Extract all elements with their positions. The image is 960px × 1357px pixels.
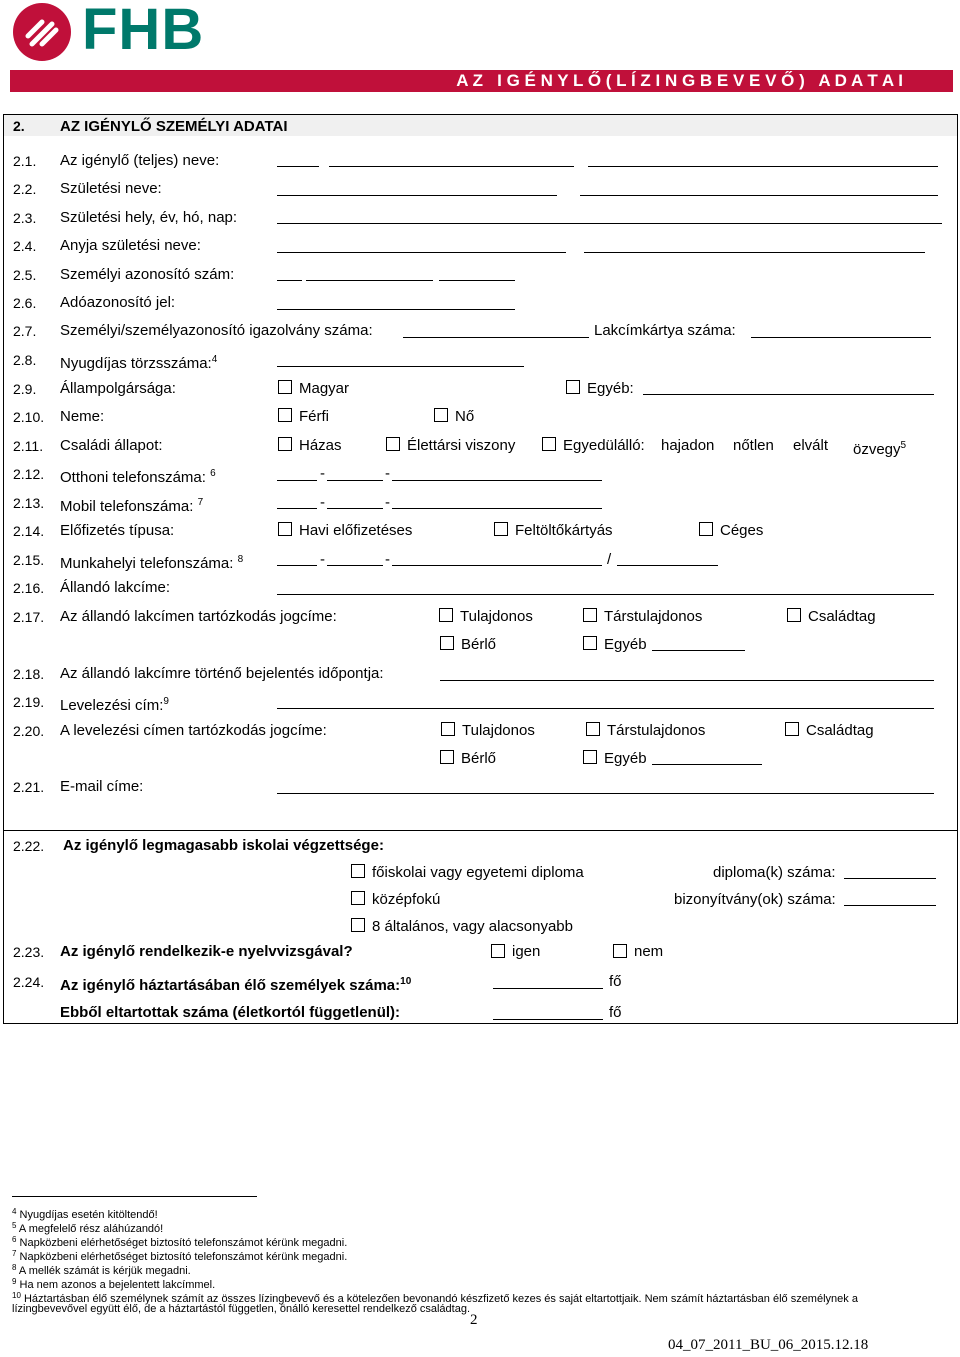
home-phone-prefix-field[interactable] — [277, 480, 317, 481]
first-name-field[interactable] — [588, 166, 938, 167]
citizenship-other-label: Egyéb: — [587, 380, 634, 397]
footnote-ref: 7 — [197, 497, 204, 508]
mailing-tenant-label: Bérlő — [461, 750, 497, 767]
diploma-number-field[interactable] — [844, 878, 936, 879]
slash: / — [607, 551, 612, 568]
row-num: 2.14. — [13, 523, 45, 539]
footnote-num: 5 — [12, 1221, 17, 1230]
marital-partner-checkbox[interactable] — [386, 437, 400, 451]
row-num: 2.3. — [13, 210, 37, 226]
citizenship-other-field[interactable] — [643, 394, 934, 395]
row-num: 2.4. — [13, 238, 37, 254]
fhb-logo-mark-icon — [12, 2, 72, 62]
row-num: 2.8. — [13, 352, 37, 368]
document-code: 04_07_2011_BU_06_2015.12.18 — [668, 1337, 869, 1353]
row-num: 2.7. — [13, 323, 37, 339]
birth-place-date-field[interactable] — [277, 223, 942, 224]
gender-male-label: Férfi — [299, 408, 329, 425]
fhb-logo — [12, 2, 242, 62]
diploma-number-label: diploma(k) száma: — [713, 864, 836, 881]
footnote-ref: 10 — [400, 976, 412, 987]
mother-last-name-field[interactable] — [277, 252, 566, 253]
education-primary-checkbox[interactable] — [351, 918, 365, 932]
dash: - — [385, 494, 390, 511]
footnote-text: A mellék számát is kérjük megadni. — [18, 1265, 191, 1277]
mailing-family-checkbox[interactable] — [785, 722, 799, 736]
subscription-prepaid-label: Feltöltőkártyás — [515, 522, 613, 539]
id-card-label: Személyi/személyazonosító igazolvány száma: — [60, 322, 373, 339]
footnote-num: 7 — [12, 1249, 17, 1258]
residence-owner-checkbox[interactable] — [439, 608, 453, 622]
row-num: 2.18. — [13, 666, 45, 682]
work-phone-area-field[interactable] — [327, 565, 383, 566]
residence-coowner-label: Társtulajdonos — [604, 608, 703, 625]
subscription-monthly-checkbox[interactable] — [278, 522, 292, 536]
household-size-label-text: Az igénylő háztartásában élő személyek száma: — [60, 977, 401, 994]
subscription-prepaid-checkbox[interactable] — [494, 522, 508, 536]
marital-married-checkbox[interactable] — [278, 437, 292, 451]
marital-partner-label: Élettársi viszony — [407, 437, 516, 454]
marital-status-label: Családi állapot: — [60, 437, 163, 454]
row-num: 2.5. — [13, 267, 37, 283]
row-num: 2.15. — [13, 552, 45, 568]
mailing-tenant-checkbox[interactable] — [440, 750, 454, 764]
home-phone-label-text: Otthoni telefonszáma: — [60, 469, 206, 486]
language-exam-yes-label: igen — [512, 943, 541, 960]
pension-id-field[interactable] — [277, 366, 524, 367]
work-phone-label-text: Munkahelyi telefonszáma: — [60, 555, 234, 572]
id-card-field[interactable] — [403, 337, 589, 338]
row-num: 2.2. — [13, 181, 37, 197]
row-num: 2.13. — [13, 495, 45, 511]
registration-date-label: Az állandó lakcímre történő bejelentés időpontja: — [60, 665, 384, 682]
certificate-number-label: bizonyítvány(ok) száma: — [674, 891, 836, 908]
education-primary-label: 8 általános, vagy alacsonyabb — [372, 918, 573, 935]
residence-family-checkbox[interactable] — [787, 608, 801, 622]
footnote-10-cont: lízingbevevővel együtt élő, de a háztartástól független, önálló keresettel rendelkező családtag. — [12, 1303, 471, 1315]
birth-last-name-field[interactable] — [277, 195, 557, 196]
personal-id-field-2[interactable] — [306, 280, 433, 281]
page-number: 2 — [470, 1312, 478, 1328]
home-phone-label — [60, 465, 216, 487]
mother-first-name-field[interactable] — [584, 252, 925, 253]
footnote-num: 8 — [12, 1263, 17, 1272]
citizenship-hungarian-checkbox[interactable] — [278, 380, 292, 394]
dependents-unit: fő — [609, 1004, 622, 1021]
work-phone-prefix-field[interactable] — [277, 565, 317, 566]
row-num: 2.9. — [13, 381, 37, 397]
work-phone-number-field[interactable] — [392, 565, 602, 566]
home-phone-number-field[interactable] — [392, 480, 602, 481]
mailing-coowner-checkbox[interactable] — [586, 722, 600, 736]
mailing-other-field[interactable] — [652, 764, 762, 765]
household-size-unit: fő — [609, 973, 622, 990]
mailing-other-label: Egyéb — [604, 750, 647, 767]
row-num: 2.22. — [13, 838, 45, 854]
full-name-label: Az igénylő (teljes) neve: — [60, 152, 220, 169]
logo-text: FHB — [82, 0, 205, 62]
language-exam-label: Az igénylő rendelkezik-e nyelvvizsgával? — [60, 943, 353, 960]
subscription-type-label: Előfizetés típusa: — [60, 522, 175, 539]
education-degree-checkbox[interactable] — [351, 864, 365, 878]
education-label: Az igénylő legmagasabb iskolai végzettsége: — [63, 837, 384, 854]
row-num: 2.16. — [13, 580, 45, 596]
gender-male-checkbox[interactable] — [278, 408, 292, 422]
mailing-title-label: A levelezési címen tartózkodás jogcíme: — [60, 722, 327, 739]
birth-first-name-field[interactable] — [580, 195, 938, 196]
header-title: A Z I G É N Y L Ő ( L Í Z I N G B E V E V Ő ) A D A T A I — [456, 71, 903, 90]
footnote-ref: 5 — [900, 440, 907, 451]
footnote-text: Nyugdíjas esetén kitöltendő! — [19, 1209, 158, 1221]
personal-id-field-1[interactable] — [277, 280, 302, 281]
residence-coowner-checkbox[interactable] — [583, 608, 597, 622]
subscription-company-label: Céges — [720, 522, 764, 539]
residence-tenant-checkbox[interactable] — [440, 636, 454, 650]
row-num: 2.11. — [13, 438, 44, 454]
footnote-text: Háztartásban élő személynek számít az összes lízingbevevő és a kötelezően bevonandó készfizető kezes és saját eltartottjaik. Nem számít háztartásban élő személynek a — [23, 1293, 858, 1305]
household-size-field[interactable] — [493, 988, 603, 989]
footnote-text: Napközbeni elérhetőséget biztosító telefonszámot kérünk megadni. — [19, 1237, 348, 1249]
marital-widowed-text: özvegy — [853, 441, 901, 458]
citizenship-hungarian-label: Magyar — [299, 380, 350, 397]
dash: - — [320, 551, 325, 568]
mailing-address-label-text: Levelezési cím: — [60, 697, 164, 714]
address-card-field[interactable] — [751, 337, 931, 338]
gender-female-checkbox[interactable] — [434, 408, 448, 422]
subscription-monthly-label: Havi előfizetéses — [299, 522, 413, 539]
gender-label: Neme: — [60, 408, 105, 425]
mother-name-label: Anyja születési neve: — [60, 237, 201, 254]
registration-date-field[interactable] — [440, 680, 934, 681]
mailing-address-field[interactable] — [277, 708, 934, 709]
mailing-owner-label: Tulajdonos — [462, 722, 535, 739]
footnote-num: 10 — [12, 1291, 21, 1300]
residence-other-field[interactable] — [652, 650, 745, 651]
footnote-num: 6 — [12, 1235, 17, 1244]
marital-widowed[interactable] — [853, 437, 906, 459]
citizenship-label: Állampolgársága: — [60, 380, 176, 397]
tax-id-field[interactable] — [277, 309, 515, 310]
mailing-family-label: Családtag — [806, 722, 874, 739]
birth-place-date-label: Születési hely, év, hó, nap: — [60, 209, 238, 226]
home-phone-area-field[interactable] — [327, 480, 383, 481]
marital-single-checkbox[interactable] — [542, 437, 556, 451]
dash: - — [320, 494, 325, 511]
row-num: 2.20. — [13, 723, 45, 739]
mobile-phone-label-text: Mobil telefonszáma: — [60, 498, 194, 515]
dependents-label: Ebből eltartottak száma (életkortól függetlenül): — [60, 1004, 401, 1021]
household-size-label — [60, 973, 411, 995]
footnote-num: 4 — [12, 1207, 17, 1216]
mailing-coowner-label: Társtulajdonos — [607, 722, 706, 739]
last-name-field[interactable] — [329, 166, 574, 167]
address-card-label: Lakcímkártya száma: — [594, 322, 736, 339]
footnote-text: Ha nem azonos a bejelentett lakcímmel. — [19, 1279, 216, 1291]
pension-id-label-text: Nyugdíjas törzsszáma: — [60, 355, 212, 372]
tax-id-label: Adóazonosító jel: — [60, 294, 176, 311]
dependents-field[interactable] — [493, 1019, 603, 1020]
permanent-address-label: Állandó lakcíme: — [60, 579, 171, 596]
dash: - — [385, 551, 390, 568]
footnote-text: A megfelelő rész aláhúzandó! — [18, 1223, 164, 1235]
footnote-ref: 4 — [211, 354, 218, 365]
marital-unmarried-man[interactable]: nőtlen — [733, 437, 774, 454]
residence-title-label: Az állandó lakcímen tartózkodás jogcíme: — [60, 608, 337, 625]
title-field[interactable] — [277, 166, 319, 167]
education-secondary-label: középfokú — [372, 891, 441, 908]
language-exam-no-checkbox[interactable] — [613, 944, 627, 958]
language-exam-yes-checkbox[interactable] — [491, 944, 505, 958]
residence-owner-label: Tulajdonos — [460, 608, 533, 625]
row-num: 2.24. — [13, 974, 45, 990]
citizenship-other-checkbox[interactable] — [566, 380, 580, 394]
footnote-text: Napközbeni elérhetőséget biztosító telefonszámot kérünk megadni. — [19, 1251, 348, 1263]
pension-id-label — [60, 351, 217, 373]
gender-female-label: Nő — [455, 408, 475, 425]
footnote-separator — [12, 1196, 257, 1197]
row-num: 2.21. — [13, 779, 45, 795]
birth-name-label: Születési neve: — [60, 180, 162, 197]
section-title: AZ IGÉNYLŐ SZEMÉLYI ADATAI — [60, 118, 288, 135]
education-degree-label: főiskolai vagy egyetemi diploma — [372, 864, 584, 881]
email-field[interactable] — [277, 793, 934, 794]
work-phone-label — [60, 551, 243, 573]
mobile-phone-prefix-field[interactable] — [277, 508, 317, 509]
row-num: 2.6. — [13, 295, 37, 311]
personal-id-field-3[interactable] — [439, 280, 515, 281]
footnote-ref: 6 — [210, 468, 216, 479]
personal-id-label: Személyi azonosító szám: — [60, 266, 235, 283]
marital-divorced[interactable]: elvált — [793, 437, 829, 454]
email-label: E-mail címe: — [60, 778, 144, 795]
mailing-other-checkbox[interactable] — [583, 750, 597, 764]
marital-unmarried-woman[interactable]: hajadon — [661, 437, 715, 454]
mailing-owner-checkbox[interactable] — [441, 722, 455, 736]
language-exam-no-label: nem — [634, 943, 664, 960]
row-num: 2.23. — [13, 944, 45, 960]
education-secondary-checkbox[interactable] — [351, 891, 365, 905]
residence-family-label: Családtag — [808, 608, 876, 625]
footnote-ref: 8 — [237, 554, 244, 565]
work-phone-extension-field[interactable] — [617, 565, 718, 566]
mobile-phone-label — [60, 494, 203, 516]
row-num: 2.12. — [13, 466, 45, 482]
residence-other-label: Egyéb — [604, 636, 647, 653]
mobile-phone-area-field[interactable] — [327, 508, 383, 509]
dash: - — [320, 465, 325, 482]
row-num: 2.10. — [13, 409, 45, 425]
section-num: 2. — [13, 118, 25, 134]
permanent-address-field[interactable] — [277, 594, 934, 595]
header-bar — [10, 70, 953, 92]
residence-other-checkbox[interactable] — [583, 636, 597, 650]
row-num: 2.1. — [13, 153, 37, 169]
marital-married-label: Házas — [299, 437, 342, 454]
certificate-number-field[interactable] — [844, 905, 936, 906]
subscription-company-checkbox[interactable] — [699, 522, 713, 536]
footnote-num: 9 — [12, 1277, 17, 1286]
dash: - — [385, 465, 390, 482]
row-num: 2.19. — [13, 694, 45, 710]
marital-single-label: Egyedülálló: — [563, 437, 645, 454]
row-num: 2.17. — [13, 609, 45, 625]
mobile-phone-number-field[interactable] — [392, 508, 602, 509]
residence-tenant-label: Bérlő — [461, 636, 497, 653]
footnote-ref: 9 — [163, 696, 169, 707]
mailing-address-label — [60, 693, 169, 715]
